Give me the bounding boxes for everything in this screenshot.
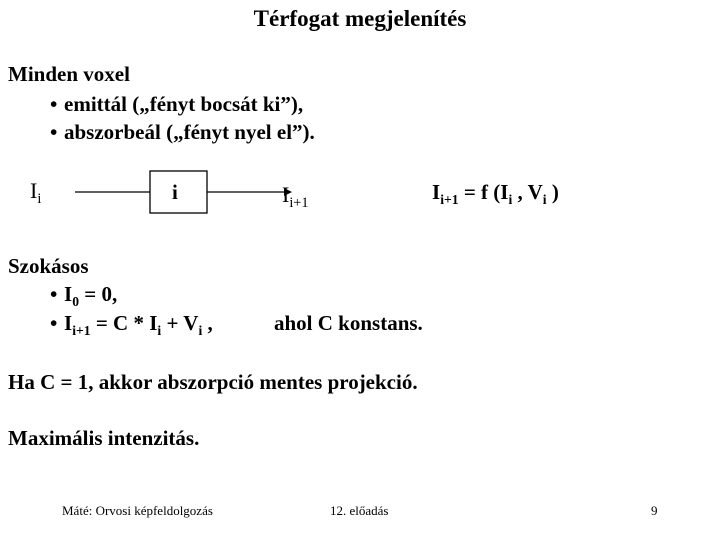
bullet-icon: • xyxy=(50,311,58,335)
output-intensity-label: $I_{i+1}$ xyxy=(282,182,309,211)
footer-lecture: 12. előadás xyxy=(330,503,389,518)
usual-heading: Szokásos xyxy=(8,254,89,278)
voxel-bullet-emit: • emittál („fényt bocsát ki”), xyxy=(50,92,304,116)
footer-author: Máté: Orvosi képfeldolgozás xyxy=(62,503,213,518)
bullet-icon: • xyxy=(50,92,58,116)
voxel-bullet-absorb: • abszorbeál („fényt nyel el”). xyxy=(50,120,315,144)
usual-note: ahol C konstans. xyxy=(274,311,423,335)
bullet-icon: • xyxy=(50,120,58,144)
input-intensity-label: $I_i$ xyxy=(30,178,42,207)
usual-item-recurrence: • $I_{i+1} = C * I_i + V_i$ , xyxy=(50,311,213,338)
usual-item-i0: • $I_0 = 0$, xyxy=(50,282,118,309)
c1-line: Ha C = 1, akkor abszorpció mentes projekció. xyxy=(8,370,418,394)
formula: $I_{i+1} = f$ ($I_i$ , $V_i$ ) xyxy=(432,180,559,207)
bullet-icon: • xyxy=(50,282,58,306)
max-intensity-line: Maximális intenzitás. xyxy=(8,426,200,450)
page-title: Térfogat megjelenítés xyxy=(253,6,467,31)
voxel-box-label: i xyxy=(172,180,178,204)
voxel-box xyxy=(150,171,207,213)
voxel-heading: Minden voxel xyxy=(8,62,130,86)
footer-page-number: 9 xyxy=(651,503,658,518)
